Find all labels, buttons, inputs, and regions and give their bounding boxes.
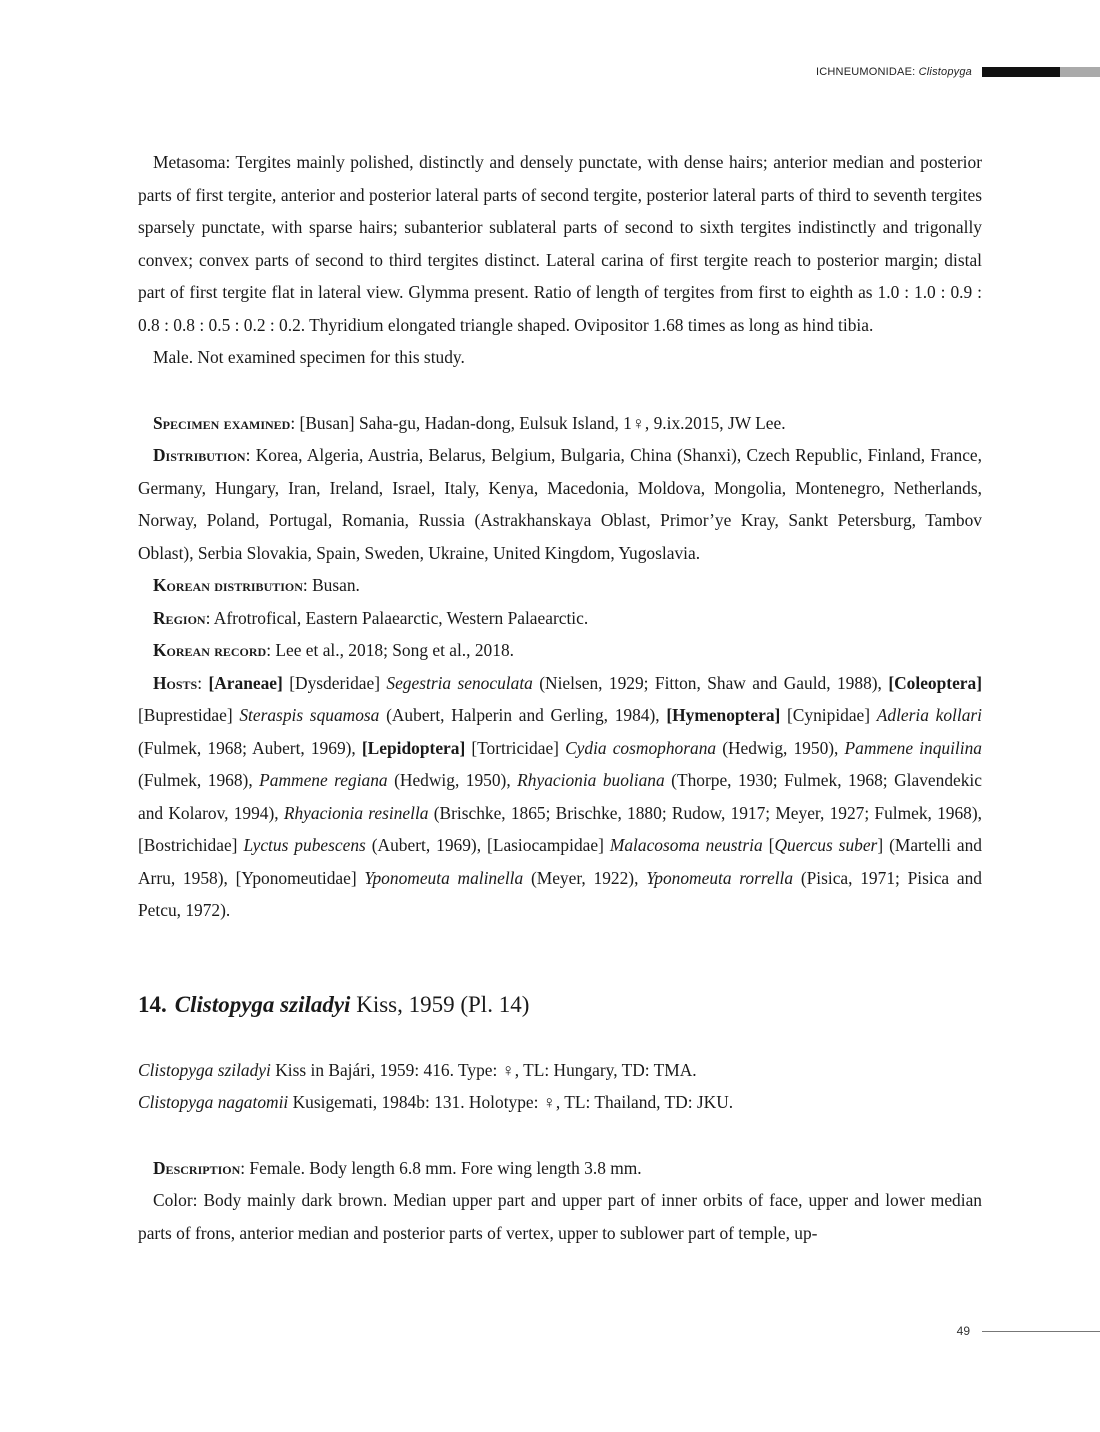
hosts-text: (Hedwig, 1950), bbox=[387, 770, 518, 790]
host-species: Malacosoma neustria bbox=[609, 835, 763, 855]
distribution-text: : Korea, Algeria, Austria, Belarus, Belgium, Bulgaria, China (Shanxi), Czech Republic, Finland, France, Germany, Hungary, Iran, Ireland, Israel, Italy, Kenya, Macedonia, Moldova, Mongolia, Montenegro, Netherlands, Norway, Poland, Portugal, Romania, Russia (Astrakhanskaya Oblast, Primor’ye Kray, Sankt Petersburg, Tambov Oblast), Serbia Slovakia, Spain, Sweden, Ukraine, United Kingdom, Yugoslavia. bbox=[138, 445, 982, 563]
header-bar-gray bbox=[1060, 67, 1100, 77]
hosts-text: (Aubert, 1969), [Lasiocampidae] bbox=[365, 835, 610, 855]
hosts-text: [Tortricidae] bbox=[465, 737, 566, 758]
hosts-text: [Buprestidae] bbox=[138, 705, 240, 725]
header-bar-dark bbox=[982, 67, 1060, 77]
spacer bbox=[138, 1119, 982, 1152]
host-species: Rhyacionia buoliana bbox=[517, 770, 665, 790]
spacer bbox=[138, 1021, 982, 1054]
specimen-text: : [Busan] Saha-gu, Hadan-dong, Eulsuk Island, 1♀, 9.ix.2015, JW Lee. bbox=[290, 412, 786, 433]
synonym-text: Kusigemati, 1984b: 131. Holotype: ♀, TL: Thailand, TD: JKU. bbox=[288, 1092, 734, 1112]
hosts-text: (Thorpe, 1930; Fulmek, 1968; Glavendekic and Kolarov, 1994), bbox=[138, 770, 982, 823]
running-header-text bbox=[816, 66, 972, 78]
host-order: [Araneae] bbox=[208, 672, 283, 693]
korean-record-label: Korean record bbox=[153, 640, 267, 660]
host-order: [Lepidoptera] bbox=[361, 737, 466, 758]
host-species: Steraspis squamosa bbox=[239, 705, 380, 725]
species-name: Clistopyga sziladyi bbox=[174, 991, 351, 1017]
korean-record-text: : Lee et al., 2018; Song et al., 2018. bbox=[266, 640, 514, 660]
synonym-line bbox=[138, 1054, 982, 1087]
hosts-text: (Meyer, 1922), bbox=[523, 867, 647, 888]
host-species: Lyctus pubescens bbox=[243, 835, 366, 855]
metasoma-paragraph: Metasoma: Tergites mainly polished, distinctly and densely punctate, with dense hairs; anterior median and posterior parts of first tergite, anterior and posterior lateral parts of second tergite, posterior lateral parts of third to seventh tergites sparsely punctate, with sparse hairs; subanterior sublateral parts of second to sixth tergites indistinctly and trigonally convex; convex parts of second to third tergites distinct. Lateral carina of first tergite reach to posterior margin; distal part of first tergite flat in lateral view. Glymma present. Ratio of length of tergites from first to eighth as 1.0 : 1.0 : 0.9 : 0.8 : 0.8 : 0.5 : 0.2 : 0.2. Thyridium elongated triangle shaped. Ovipositor 1.68 times as long as hind tibia. bbox=[138, 152, 982, 335]
header-family: ICHNEUMONIDAE: bbox=[816, 66, 916, 78]
host-order: [Coleoptera] bbox=[888, 672, 982, 693]
host-plant: Quercus suber bbox=[774, 835, 878, 855]
description-label: Description bbox=[153, 1157, 241, 1178]
hosts-paragraph bbox=[138, 667, 982, 927]
synonym-name: Clistopyga nagatomii bbox=[138, 1092, 289, 1112]
korean-distribution-paragraph bbox=[138, 569, 982, 602]
region-paragraph bbox=[138, 602, 982, 635]
hosts-text: (Fulmek, 1968), bbox=[138, 770, 260, 790]
synonym-name: Clistopyga sziladyi bbox=[138, 1059, 271, 1080]
species-author: Kiss, 1959 (Pl. 14) bbox=[350, 991, 530, 1017]
description-paragraph bbox=[138, 1152, 982, 1185]
species-heading bbox=[138, 989, 982, 1021]
page-number-footer bbox=[957, 1324, 1100, 1338]
distribution-paragraph bbox=[138, 439, 982, 569]
hosts-label: Hosts bbox=[153, 672, 198, 693]
hosts-text: (Aubert, Halperin and Gerling, 1984), bbox=[379, 705, 667, 725]
korean-record-paragraph bbox=[138, 634, 982, 667]
hosts-text: [Cynipidae] bbox=[780, 705, 877, 725]
page-body bbox=[138, 146, 982, 1249]
distribution-label: Distribution bbox=[153, 445, 246, 465]
region-label: Region bbox=[153, 607, 206, 628]
hosts-text: (Fulmek, 1968; Aubert, 1969), bbox=[138, 737, 362, 758]
page-number: 49 bbox=[956, 1324, 970, 1338]
region-text: : Afrotrofical, Eastern Palaearctic, Western Palaearctic. bbox=[205, 607, 589, 628]
footer-rule bbox=[982, 1331, 1100, 1332]
korean-distribution-text: : Busan. bbox=[302, 575, 360, 595]
color-paragraph: Color: Body mainly dark brown. Median upper part and upper part of inner orbits of face, upper and lower median parts of frons, anterior median and posterior parts of vertex, upper to sublower part of temple, up- bbox=[138, 1190, 982, 1243]
host-species: Pammene inquilina bbox=[844, 737, 982, 758]
host-species: Cydia cosmophorana bbox=[565, 737, 717, 758]
description-text: : Female. Body length 6.8 mm. Fore wing length 3.8 mm. bbox=[240, 1157, 642, 1178]
host-species: Rhyacionia resinella bbox=[283, 802, 429, 823]
host-species: Yponomeuta rorrella bbox=[646, 867, 794, 888]
hosts-text: [Dysderidae] bbox=[282, 672, 387, 693]
hosts-text: (Nielsen, 1929; Fitton, Shaw and Gauld, 1988), bbox=[532, 672, 889, 693]
running-header bbox=[816, 64, 1100, 80]
hosts-text: (Pisica, 1971; Pisica and Petcu, 1972). bbox=[138, 867, 982, 920]
synonym-line bbox=[138, 1086, 982, 1119]
hosts-text: : bbox=[197, 672, 209, 693]
header-genus: Clistopyga bbox=[918, 66, 972, 78]
hosts-text: (Brischke, 1865; Brischke, 1880; Rudow, 1917; Meyer, 1927; Fulmek, 1968), [Bostrichidae] bbox=[138, 802, 983, 855]
specimen-paragraph bbox=[138, 407, 982, 440]
specimen-label: Specimen examined bbox=[153, 412, 291, 433]
korean-distribution-label: Korean distribution bbox=[153, 575, 303, 595]
spacer bbox=[138, 374, 982, 407]
hosts-text: ] (Martelli and Arru, 1958), [Yponomeutidae] bbox=[138, 835, 982, 888]
male-paragraph: Male. Not examined specimen for this study. bbox=[153, 347, 465, 367]
host-species: Segestria senoculata bbox=[386, 672, 533, 693]
spacer bbox=[138, 927, 982, 989]
host-species: Yponomeuta malinella bbox=[364, 867, 524, 888]
host-species: Pammene regiana bbox=[259, 770, 388, 790]
synonym-text: Kiss in Bajári, 1959: 416. Type: ♀, TL: Hungary, TD: TMA. bbox=[270, 1059, 697, 1080]
hosts-text: [ bbox=[762, 835, 775, 855]
species-number: 14. bbox=[138, 991, 167, 1017]
hosts-text: (Hedwig, 1950), bbox=[716, 737, 845, 758]
host-species: Adleria kollari bbox=[876, 705, 982, 725]
host-order: [Hymenoptera] bbox=[666, 705, 781, 725]
